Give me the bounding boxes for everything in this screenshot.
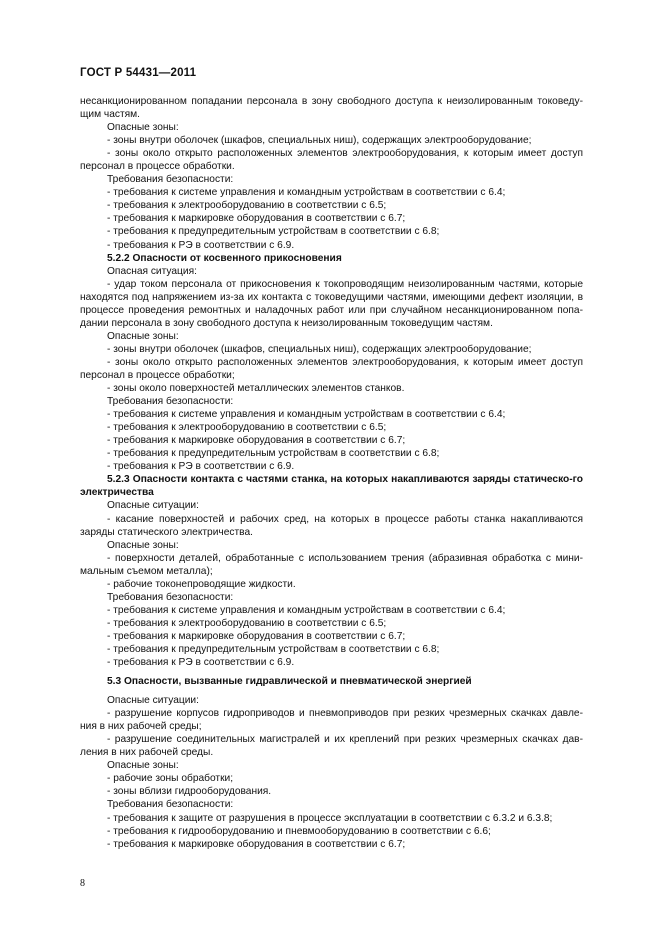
paragraph: - рабочие токонепроводящие жидкости.: [107, 578, 296, 590]
paragraph: - требования к маркировке оборудования в соответствии с 6.7;: [107, 838, 406, 850]
paragraph: Требования безопасности:: [107, 396, 234, 408]
paragraph: - требования к электрооборудованию в соответствии с 6.5;: [107, 422, 387, 434]
paragraph: - разрушение корпусов гидроприводов и пневмоприводов при резких чрезмерных скачках давле-ния в них рабочей среды;: [80, 708, 583, 733]
paragraph: - касание поверхностей и рабочих сред, на которых в процессе работы станка накапливаются заряды статического электричества.: [80, 513, 583, 538]
paragraph: - требования к системе управления и командным устройствам в соответствии с 6.4;: [107, 409, 506, 421]
paragraph: - требования к маркировке оборудования в соответствии с 6.7;: [107, 213, 406, 225]
paragraph: - требования к предупредительным устройствам в соответствии с 6.8;: [107, 643, 440, 655]
paragraph: Требования безопасности:: [107, 591, 234, 603]
paragraph: - рабочие зоны обработки;: [107, 773, 234, 785]
paragraph: - требования к системе управления и командным устройствам в соответствии с 6.4;: [107, 604, 506, 616]
paragraph: Опасные ситуации:: [107, 500, 199, 512]
document-header: ГОСТ Р 54431—2011: [80, 67, 197, 79]
paragraph: Опасные зоны:: [107, 539, 179, 551]
paragraph: - требования к маркировке оборудования в соответствии с 6.7;: [107, 435, 406, 447]
paragraph: несанкционированном попадании персонала в зону свободного доступа к неизолированным токоведу-щим частям.: [80, 96, 583, 121]
paragraph: - требования к предупредительным устройствам в соответствии с 6.8;: [107, 448, 440, 460]
section-heading: 5.2.2 Опасности от косвенного прикосновения: [107, 252, 342, 264]
paragraph: - требования к РЭ в соответствии с 6.9.: [107, 657, 295, 669]
paragraph: - поверхности деталей, обработанные с использованием трения (абразивная обработка с мини-мальным съемом металла);: [80, 552, 583, 577]
page-number: 8: [80, 878, 85, 889]
document-body: [80, 95, 583, 851]
paragraph: - требования к РЭ в соответствии с 6.9.: [107, 461, 295, 473]
paragraph: - зоны внутри оболочек (шкафов, специальных ниш), содержащих электрооборудование;: [107, 135, 532, 147]
paragraph: - зоны около поверхностей металлических элементов станков.: [107, 383, 405, 395]
paragraph: - зоны около открыто расположенных элементов электрооборудования, к которым имеет доступ персонал в процессе обработки;: [80, 356, 583, 381]
paragraph: Опасные зоны:: [107, 122, 179, 134]
paragraph: - зоны около открыто расположенных элементов электрооборудования, к которым имеет доступ персонал в процессе обработки.: [80, 148, 583, 173]
paragraph: - требования к гидрооборудованию и пневмооборудованию в соответствии с 6.6;: [107, 825, 491, 837]
paragraph: Опасные зоны:: [107, 330, 179, 342]
paragraph: - требования к электрооборудованию в соответствии с 6.5;: [107, 200, 387, 212]
paragraph: - требования к РЭ в соответствии с 6.9.: [107, 239, 295, 251]
section-heading: 5.3 Опасности, вызванные гидравлической и пневматической энергией: [107, 676, 472, 688]
paragraph: - требования к предупредительным устройствам в соответствии с 6.8;: [107, 226, 440, 238]
paragraph: - требования к маркировке оборудования в соответствии с 6.7;: [107, 630, 406, 642]
paragraph: Опасная ситуация:: [107, 265, 197, 277]
paragraph: Требования безопасности:: [107, 799, 234, 811]
paragraph: Опасные зоны:: [107, 760, 179, 772]
paragraph: - удар током персонала от прикосновения к токопроводящим неизолированным частями, которые находятся под напряжением из-за их контакта с токоведущими частями, имеющими дефект изоляции, в процессе проведения ремонтных и наладочных работ или при случайном несанкционированном попа-дании персонала в зону свободного доступа к неизолированным токоведущим частям.: [80, 278, 583, 329]
paragraph: - разрушение соединительных магистралей и их креплений при резких чрезмерных скачках дав-ления в них рабочей среды.: [80, 734, 583, 759]
section-heading: 5.2.3 Опасности контакта с частями станка, на которых накапливаются заряды статическо-го электричества: [80, 474, 583, 499]
paragraph: - требования к защите от разрушения в процессе эксплуатации в соответствии с 6.3.2 и 6.3.8;: [107, 812, 553, 824]
paragraph: - требования к электрооборудованию в соответствии с 6.5;: [107, 617, 387, 629]
paragraph: Опасные ситуации:: [107, 695, 199, 707]
paragraph: - требования к системе управления и командным устройствам в соответствии с 6.4;: [107, 187, 506, 199]
paragraph: - зоны внутри оболочек (шкафов, специальных ниш), содержащих электрооборудование;: [107, 343, 532, 355]
paragraph: - зоны вблизи гидрооборудования.: [107, 786, 272, 798]
paragraph: Требования безопасности:: [107, 174, 234, 186]
